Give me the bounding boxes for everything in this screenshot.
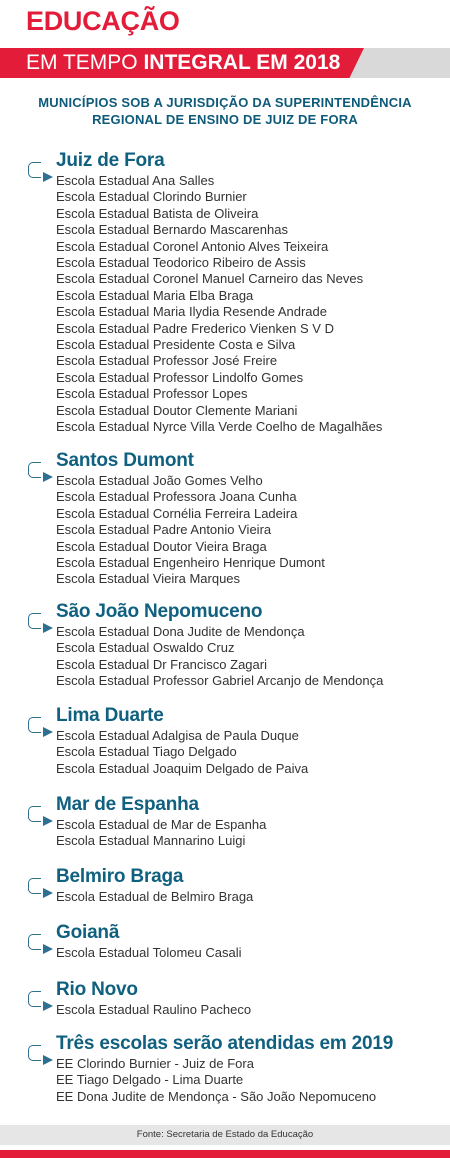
list-item: EE Dona Judite de Mendonça - São João Nepomuceno xyxy=(56,1088,377,1104)
list-item: Escola Estadual Adalgisa de Paula Duque xyxy=(56,728,299,743)
list-item: Escola Estadual de Mar de Espanha xyxy=(56,817,267,832)
subtitle-line-1: MUNICÍPIOS SOB A JURISDIÇÃO DA SUPERINTENDÊNCIA xyxy=(38,95,412,110)
school-list xyxy=(56,889,253,905)
list-item: EE Tiago Delgado - Lima Duarte xyxy=(56,1072,244,1088)
list-item: Escola Estadual Padre Frederico Vienken S V D xyxy=(56,320,334,336)
group-name: Mar de Espanha xyxy=(56,794,199,815)
list-item: Escola Estadual Professor Lopes xyxy=(56,386,248,402)
list-item: Escola Estadual Oswaldo Cruz xyxy=(56,640,235,656)
bracket-arrow-icon xyxy=(28,934,41,950)
list-item: Escola Estadual Coronel Antonio Alves Teixeira xyxy=(56,238,329,254)
list-item: Escola Estadual Professora Joana Cunha xyxy=(56,489,297,505)
list-item: EE Clorindo Burnier - Juiz de Fora xyxy=(56,1056,254,1071)
list-item: Escola Estadual Joaquim Delgado de Paiva xyxy=(56,760,309,776)
group-name: Rio Novo xyxy=(56,979,138,1000)
subtitle-line-2: REGIONAL DE ENSINO DE JUIZ DE FORA xyxy=(92,112,358,127)
list-item: Escola Estadual Maria Ilydia Resende Andrade xyxy=(56,304,327,320)
title-banner-bold: INTEGRAL EM 2018 xyxy=(143,51,341,74)
school-list xyxy=(56,1002,251,1018)
page-title: EDUCAÇÃO xyxy=(26,6,180,36)
list-item: Escola Estadual Batista de Oliveira xyxy=(56,205,259,221)
school-list xyxy=(56,945,241,961)
bracket-arrow-icon xyxy=(28,717,41,733)
list-item: Escola Estadual Clorindo Burnier xyxy=(56,189,247,205)
list-item: Escola Estadual Padre Antonio Vieira xyxy=(56,522,272,538)
list-item: Escola Estadual Tolomeu Casali xyxy=(56,945,242,960)
list-item: Escola Estadual Ana Salles xyxy=(56,173,215,188)
title-banner xyxy=(0,48,450,78)
group-name: Três escolas serão atendidas em 2019 xyxy=(56,1033,394,1054)
school-list xyxy=(56,473,325,588)
bracket-arrow-icon xyxy=(28,1045,41,1061)
list-item: Escola Estadual Professor Gabriel Arcanjo de Mendonça xyxy=(56,673,384,689)
group-name: Goianã xyxy=(56,922,120,943)
list-item: Escola Estadual João Gomes Velho xyxy=(56,473,263,488)
list-item: Escola Estadual Bernardo Mascarenhas xyxy=(56,222,288,238)
school-list xyxy=(56,728,308,777)
group-name: Belmiro Braga xyxy=(56,866,184,887)
bracket-arrow-icon xyxy=(28,613,41,629)
bracket-arrow-icon xyxy=(28,878,41,894)
school-list xyxy=(56,1056,376,1105)
list-item: Escola Estadual Nyrce Villa Verde Coelho de Magalhães xyxy=(56,419,383,435)
list-item: Escola Estadual Maria Elba Braga xyxy=(56,287,254,303)
subtitle xyxy=(0,94,450,128)
bottom-accent-bar xyxy=(0,1150,450,1158)
list-item: Escola Estadual Dr Francisco Zagari xyxy=(56,656,267,672)
school-list xyxy=(56,624,383,690)
list-item: Escola Estadual Cornélia Ferreira Ladeira xyxy=(56,505,298,521)
title-banner-text xyxy=(26,48,340,78)
school-list xyxy=(56,817,266,850)
list-item: Escola Estadual Tiago Delgado xyxy=(56,744,237,760)
source-credit: Fonte: Secretaria de Estado da Educação xyxy=(0,1125,450,1145)
title-banner-prefix: EM TEMPO xyxy=(26,51,144,74)
bracket-arrow-icon xyxy=(28,162,41,178)
group-name: Juiz de Fora xyxy=(56,150,165,171)
list-item: Escola Estadual Doutor Vieira Braga xyxy=(56,538,267,554)
group-name: São João Nepomuceno xyxy=(56,601,263,622)
list-item: Escola Estadual Mannarino Luigi xyxy=(56,833,246,849)
list-item: Escola Estadual Presidente Costa e Silva xyxy=(56,337,296,353)
list-item: Escola Estadual Professor Lindolfo Gomes xyxy=(56,369,304,385)
list-item: Escola Estadual Doutor Clemente Mariani xyxy=(56,402,298,418)
bracket-arrow-icon xyxy=(28,806,41,822)
group-name: Santos Dumont xyxy=(56,450,194,471)
list-item: Escola Estadual Coronel Manuel Carneiro das Neves xyxy=(56,271,364,287)
list-item: Escola Estadual Vieira Marques xyxy=(56,571,241,587)
list-item: Escola Estadual Engenheiro Henrique Dumont xyxy=(56,555,325,571)
list-item: Escola Estadual Raulino Pacheco xyxy=(56,1002,252,1017)
list-item: Escola Estadual Professor José Freire xyxy=(56,353,278,369)
bracket-arrow-icon xyxy=(28,991,41,1007)
school-list xyxy=(56,173,382,436)
group-name: Lima Duarte xyxy=(56,705,164,726)
list-item: Escola Estadual de Belmiro Braga xyxy=(56,889,254,904)
bracket-arrow-icon xyxy=(28,462,41,478)
list-item: Escola Estadual Dona Judite de Mendonça xyxy=(56,624,305,639)
list-item: Escola Estadual Teodorico Ribeiro de Assis xyxy=(56,255,306,271)
